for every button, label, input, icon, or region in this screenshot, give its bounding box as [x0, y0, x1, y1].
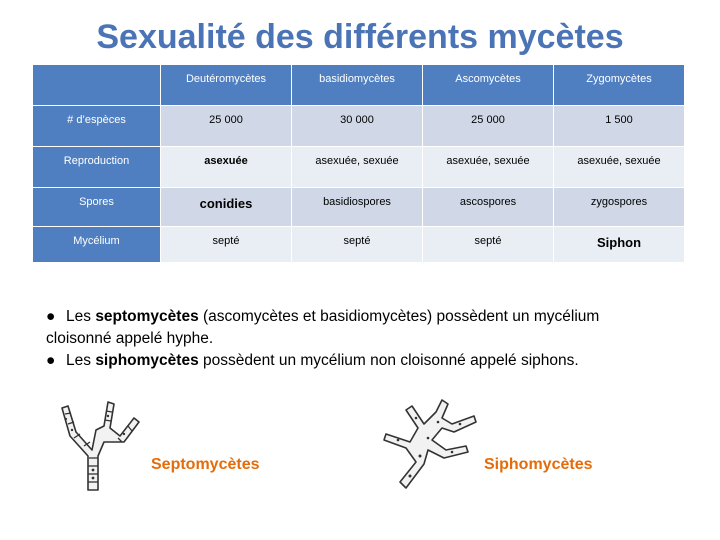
- page-title: Sexualité des différents mycètes: [96, 18, 624, 56]
- bullet-text: possèdent un mycélium non cloisonné appelé siphons.: [198, 352, 579, 369]
- bullet-siphomycetes: [46, 350, 666, 372]
- table-row: [33, 227, 685, 263]
- table-row: [33, 106, 685, 147]
- table-cell: basidiospores: [292, 188, 423, 227]
- septomycetes-label: Septomycètes: [151, 456, 260, 473]
- siphomycetes-label: Siphomycètes: [484, 456, 593, 473]
- table-cell: asexuée, sexuée: [554, 147, 685, 188]
- bullet-list: [46, 306, 666, 372]
- table-cell: asexuée, sexuée: [292, 147, 423, 188]
- table-cell: septé: [161, 227, 292, 263]
- row-label-especes: # d’espèces: [33, 106, 161, 147]
- bullet-septomycetes: [46, 306, 666, 350]
- table-cell: asexuée, sexuée: [423, 147, 554, 188]
- table-cell: Siphon: [554, 227, 685, 263]
- table-cell: 1 500: [554, 106, 685, 147]
- header-cell-basidiomycetes: basidiomycètes: [292, 65, 423, 106]
- row-label-spores: Spores: [33, 188, 161, 227]
- table-row: [33, 147, 685, 188]
- table-row: [33, 188, 685, 227]
- table-cell: zygospores: [554, 188, 685, 227]
- table-header-row: [33, 65, 685, 106]
- bullet-term: septomycètes: [95, 308, 199, 325]
- table-cell: septé: [423, 227, 554, 263]
- table-cell: asexuée: [161, 147, 292, 188]
- bullet-dot: ●: [46, 308, 56, 325]
- siphonous-hyphae-illustration: [376, 398, 480, 490]
- header-cell-deuteromycetes: Deutéromycètes: [161, 65, 292, 106]
- bullet-text: (ascomycètes et basidiomycètes) possèdent un mycélium cloisonné appelé hyphe.: [46, 308, 600, 347]
- bullet-dot: ●: [46, 352, 56, 369]
- header-cell-ascomycetes: Ascomycètes: [423, 65, 554, 106]
- table-cell: ascospores: [423, 188, 554, 227]
- bullet-term: siphomycètes: [95, 352, 199, 369]
- septate-hyphae-illustration: [48, 396, 144, 492]
- table-cell: 25 000: [423, 106, 554, 147]
- row-label-mycelium: Mycélium: [33, 227, 161, 263]
- bullet-text: Les: [66, 308, 96, 325]
- table-cell: 25 000: [161, 106, 292, 147]
- table-cell: conidies: [161, 188, 292, 227]
- row-label-reproduction: Reproduction: [33, 147, 161, 188]
- header-cell-empty: [33, 65, 161, 106]
- table-cell: septé: [292, 227, 423, 263]
- bullet-text: Les: [66, 352, 96, 369]
- mycetes-table: [32, 64, 685, 263]
- header-cell-zygomycetes: Zygomycètes: [554, 65, 685, 106]
- table-cell: 30 000: [292, 106, 423, 147]
